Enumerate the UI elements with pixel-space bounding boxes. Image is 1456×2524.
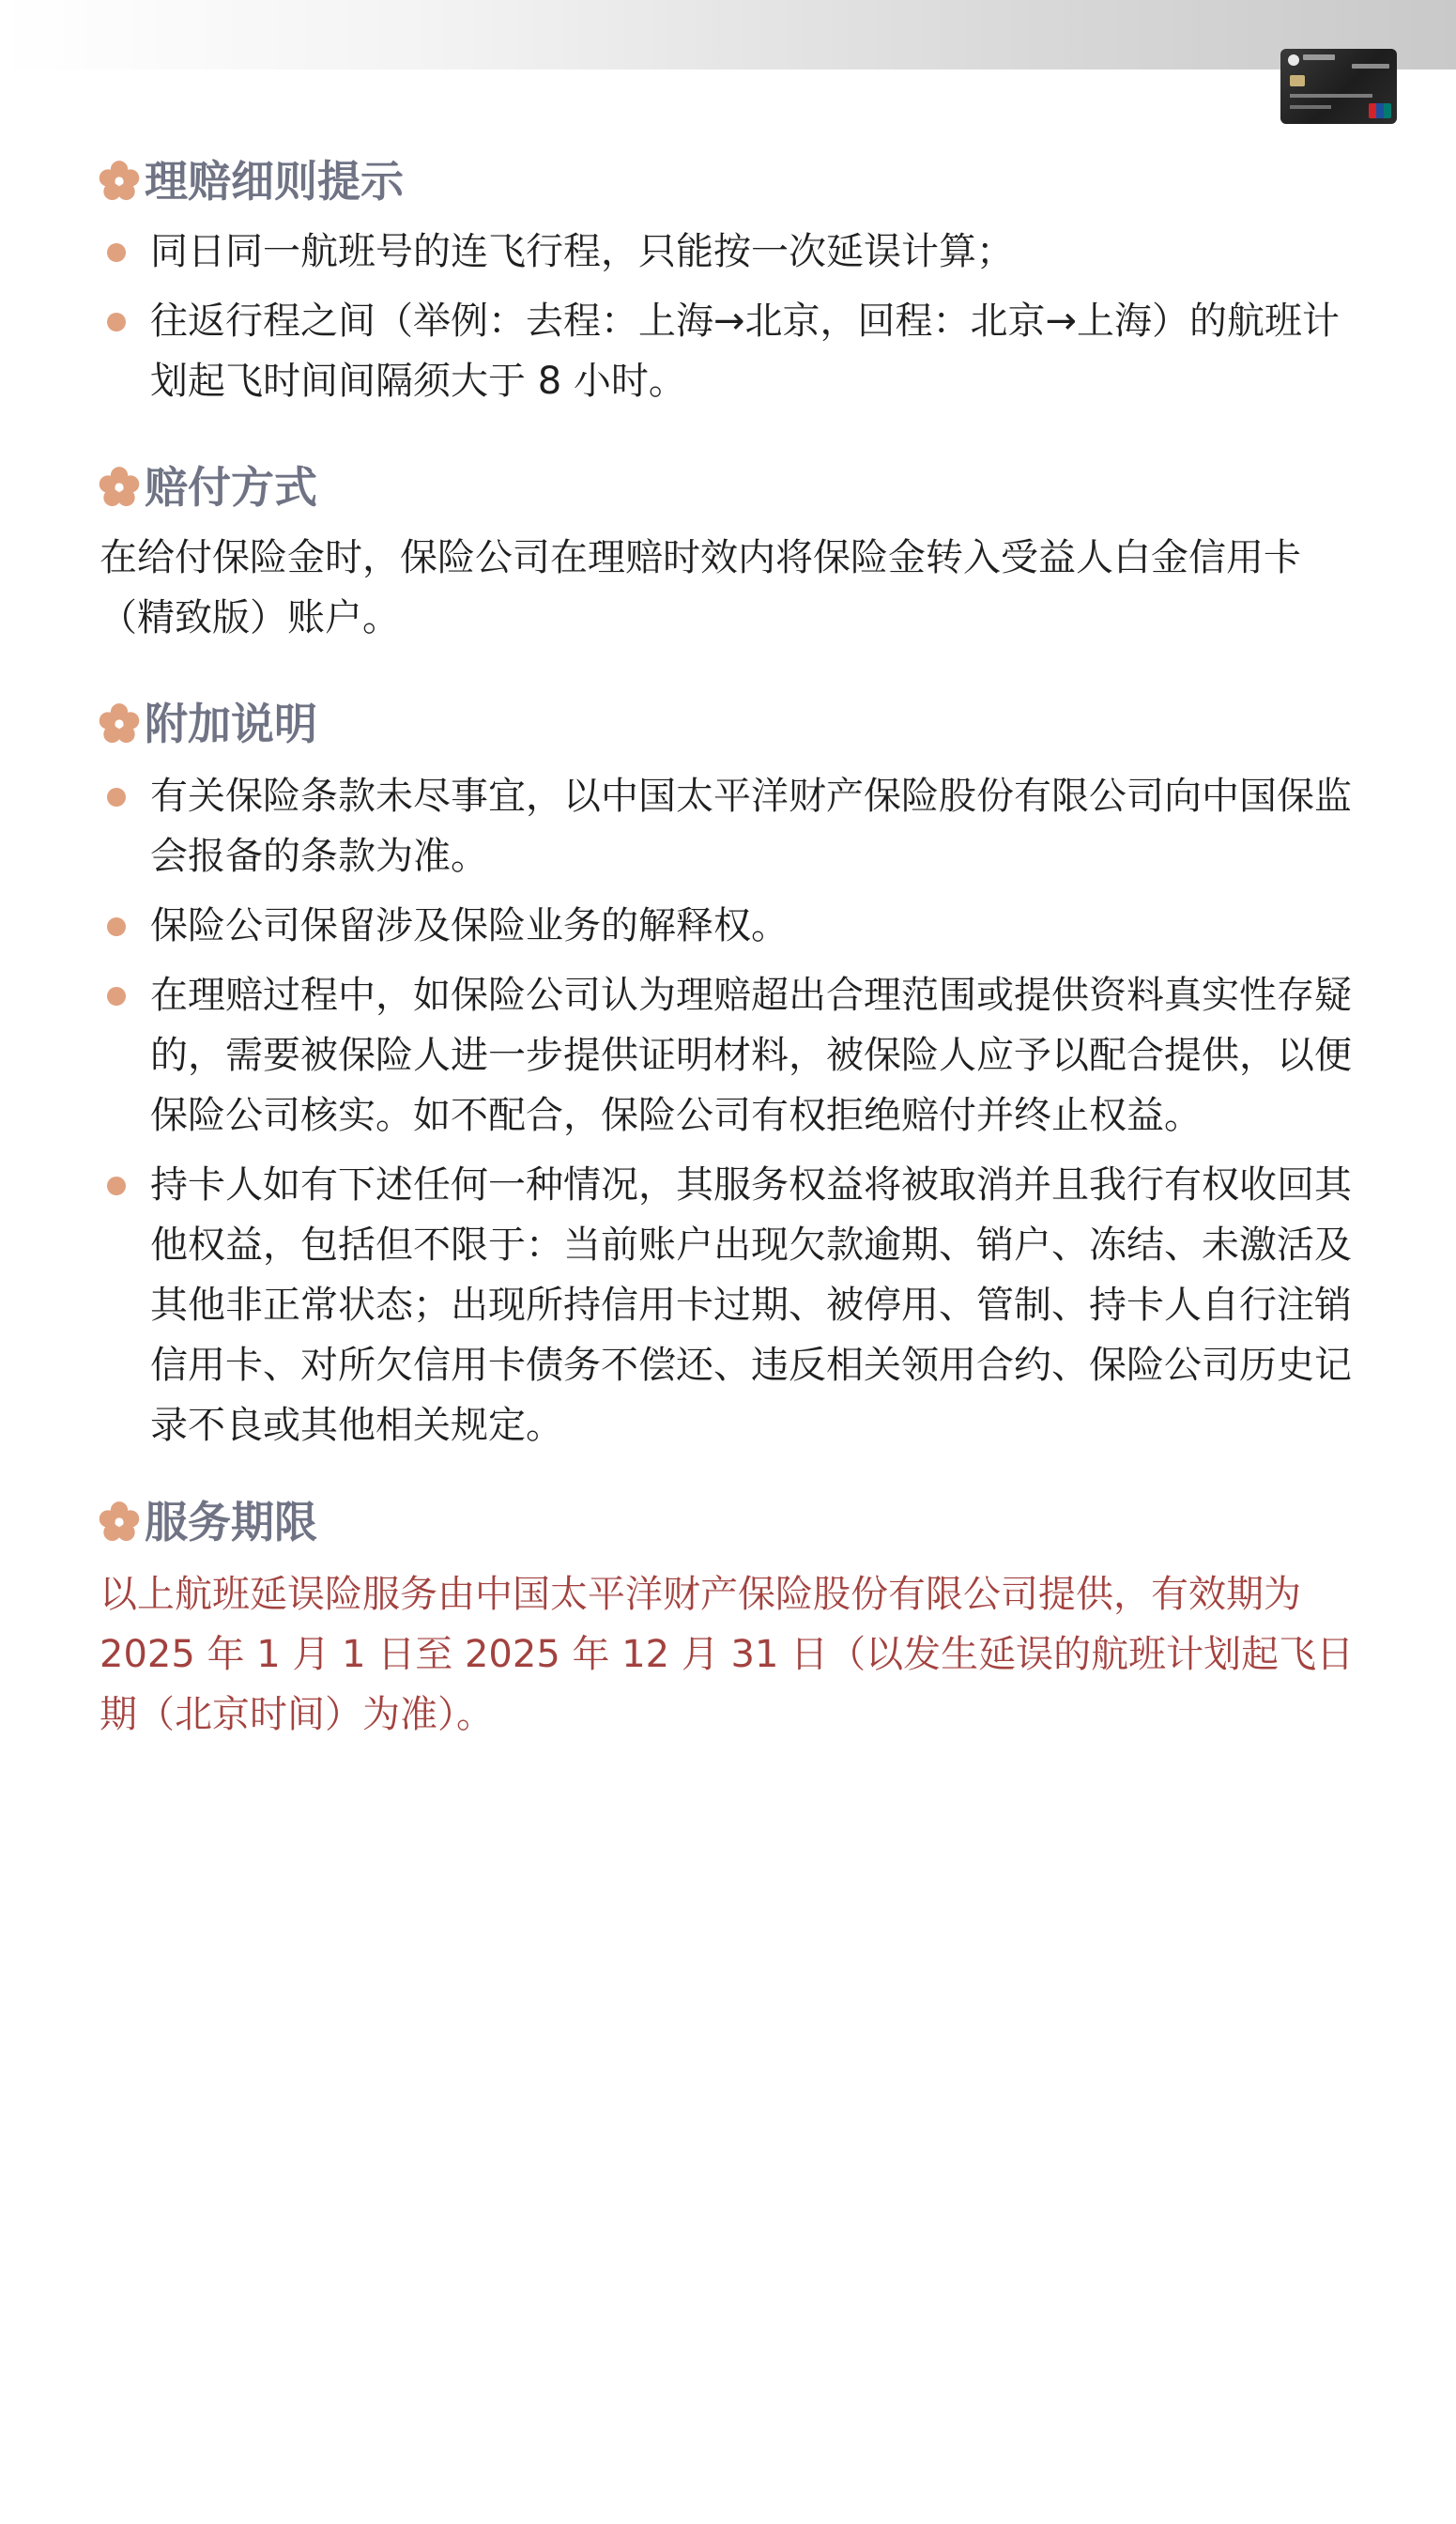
credit-card-thumbnail (1280, 49, 1397, 124)
section-title-text: 赔付方式 (145, 462, 317, 513)
list-item (98, 291, 1360, 411)
unionpay-logo-icon (1369, 103, 1391, 118)
section-title (98, 1491, 1360, 1553)
card-holder-mark (1290, 105, 1331, 109)
list-item-text: 持卡人如有下述任何一种情况，其服务权益将被取消并且我行有权收回其他权益，包括但不限于：当前账户出现欠款逾期、销户、冻结、未激活及其他非正常状态；出现所持信用卡过期、被停用、管制、持卡人自行注销信用卡、对所欠信用卡债务不偿还、违反相关领用合约、保险公司历史记录不良或其他相关规定。 (150, 1163, 1352, 1447)
list-item-text: 保险公司保留涉及保险业务的解释权。 (150, 904, 789, 947)
bullet-dot-icon (107, 788, 126, 807)
list-item (98, 766, 1360, 886)
flower-icon (98, 466, 141, 509)
section-additional-notes (98, 693, 1360, 1455)
card-chip-icon (1290, 75, 1305, 86)
bullet-list (98, 766, 1360, 1455)
bullet-dot-icon (107, 1177, 126, 1195)
card-number-mark (1290, 94, 1372, 98)
list-item-text: 往返行程之间（举例：去程：上海→北京，回程：北京→上海）的航班计划起飞时间间隔须大于 8 小时。 (150, 300, 1341, 403)
card-platinum-mark (1352, 64, 1389, 69)
list-item (98, 965, 1360, 1146)
bullet-dot-icon (107, 987, 126, 1006)
list-item (98, 896, 1360, 956)
bullet-dot-icon (107, 917, 126, 936)
list-item-text: 同日同一航班号的连飞行程，只能按一次延误计算； (150, 230, 1014, 273)
section-service-period (98, 1491, 1360, 1745)
flower-icon (98, 1501, 141, 1544)
section-payment-method (98, 456, 1360, 648)
bank-logo-icon (1288, 54, 1299, 66)
service-period-notice: 以上航班延误险服务由中国太平洋财产保险股份有限公司提供，有效期为 2025 年 1 月 1 日至 2025 年 12 月 31 日（以发生延误的航班计划起飞日期（北京时间）为准）。 (100, 1573, 1355, 1736)
card-brand-mark (1303, 54, 1335, 60)
section-paragraph: 在给付保险金时，保险公司在理赔时效内将保险金转入受益人白金信用卡（精致版）账户。 (100, 536, 1301, 639)
flower-icon (98, 702, 141, 746)
list-item-text: 有关保险条款未尽事宜，以中国太平洋财产保险股份有限公司向中国保监会报备的条款为准。 (150, 775, 1352, 878)
bullet-dot-icon (107, 313, 126, 331)
list-item-text: 在理赔过程中，如保险公司认为理赔超出合理范围或提供资料真实性存疑的，需要被保险人进一步提供证明材料，被保险人应予以配合提供，以便保险公司核实。如不配合，保险公司有权拒绝赔付并终止权益。 (150, 974, 1352, 1137)
flower-icon (98, 160, 141, 203)
list-item (98, 1155, 1360, 1455)
section-title (98, 693, 1360, 755)
bullet-list (98, 222, 1360, 411)
section-title-text: 附加说明 (145, 699, 317, 749)
top-gradient-band (0, 0, 1456, 69)
section-title-text: 理赔细则提示 (145, 156, 404, 207)
section-title-text: 服务期限 (145, 1497, 317, 1547)
document-content (98, 150, 1360, 1745)
bullet-dot-icon (107, 243, 126, 262)
list-item (98, 222, 1360, 282)
section-claim-rules (98, 150, 1360, 411)
section-title (98, 456, 1360, 518)
section-title (98, 150, 1360, 212)
